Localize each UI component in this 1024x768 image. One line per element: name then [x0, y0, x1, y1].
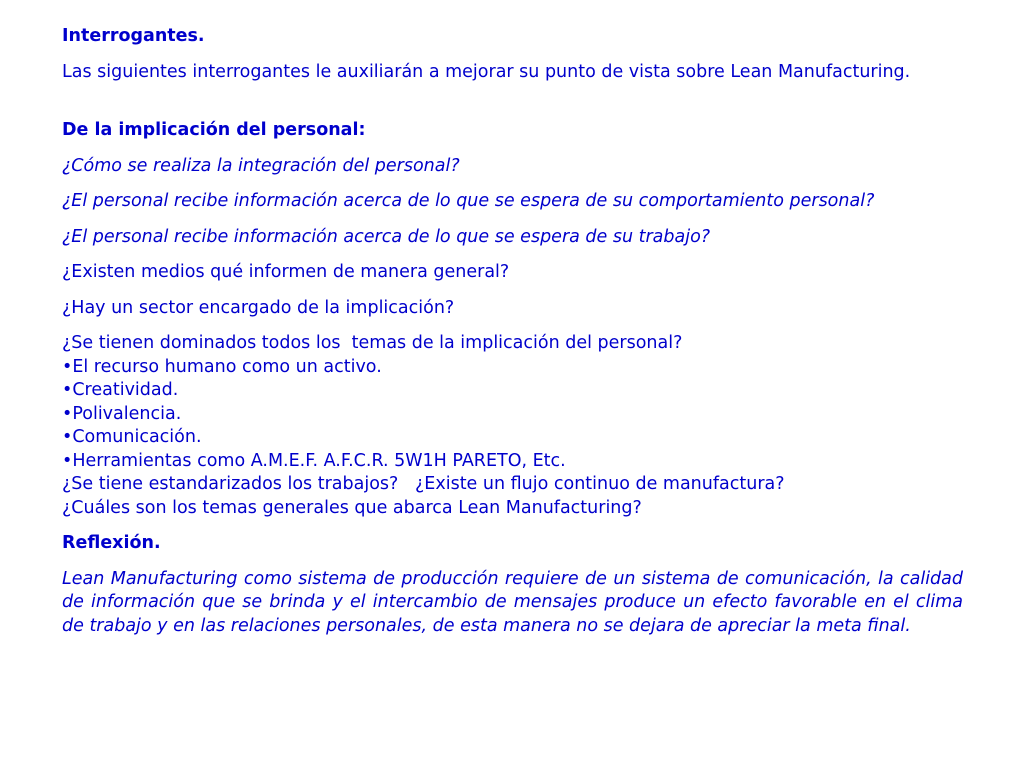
- section-heading-implicacion: De la implicación del personal:: [62, 120, 366, 140]
- document-body: [62, 25, 963, 638]
- question-italic: ¿El personal recibe información acerca de lo que se espera de su trabajo?: [62, 226, 711, 247]
- bullet-item: •El recurso humano como un activo.: [62, 356, 382, 377]
- section-heading-interrogantes: Interrogantes.: [62, 26, 205, 46]
- block-line: ¿Se tienen dominados todos los temas de la implicación del personal?: [62, 333, 683, 353]
- implicacion-topics-block: [62, 332, 963, 520]
- intro-paragraph: Las siguientes interrogantes le auxiliarán a mejorar su punto de vista sobre Lean Manufacturing.: [62, 61, 911, 82]
- block-line: ¿Se tiene estandarizados los trabajos? ¿Existe un flujo continuo de manufactura?: [62, 474, 785, 494]
- question-italic: ¿Cómo se realiza la integración del personal?: [62, 155, 460, 176]
- question: ¿Existen medios qué informen de manera general?: [62, 262, 510, 282]
- question: ¿Hay un sector encargado de la implicación?: [62, 297, 455, 318]
- bullet-item: •Creatividad.: [62, 380, 179, 400]
- bullet-item: •Herramientas como A.M.E.F. A.F.C.R. 5W1H PARETO, Etc.: [62, 450, 566, 471]
- block-line: ¿Cuáles son los temas generales que abarca Lean Manufacturing?: [62, 497, 642, 518]
- bullet-item: •Comunicación.: [62, 427, 202, 447]
- reflexion-paragraph: Lean Manufacturing como sistema de producción requiere de un sistema de comunicación, la calidad de información que se brinda y el intercambio de mensajes produce un efecto favorable en el clima de trabajo y en las relaciones personales, de esta manera no se dejara de apreciar la meta final.: [62, 568, 963, 636]
- question-italic: ¿El personal recibe información acerca de lo que se espera de su comportamiento personal?: [62, 191, 875, 211]
- bullet-item: •Polivalencia.: [62, 403, 182, 424]
- section-heading-reflexion: Reflexión.: [62, 533, 161, 553]
